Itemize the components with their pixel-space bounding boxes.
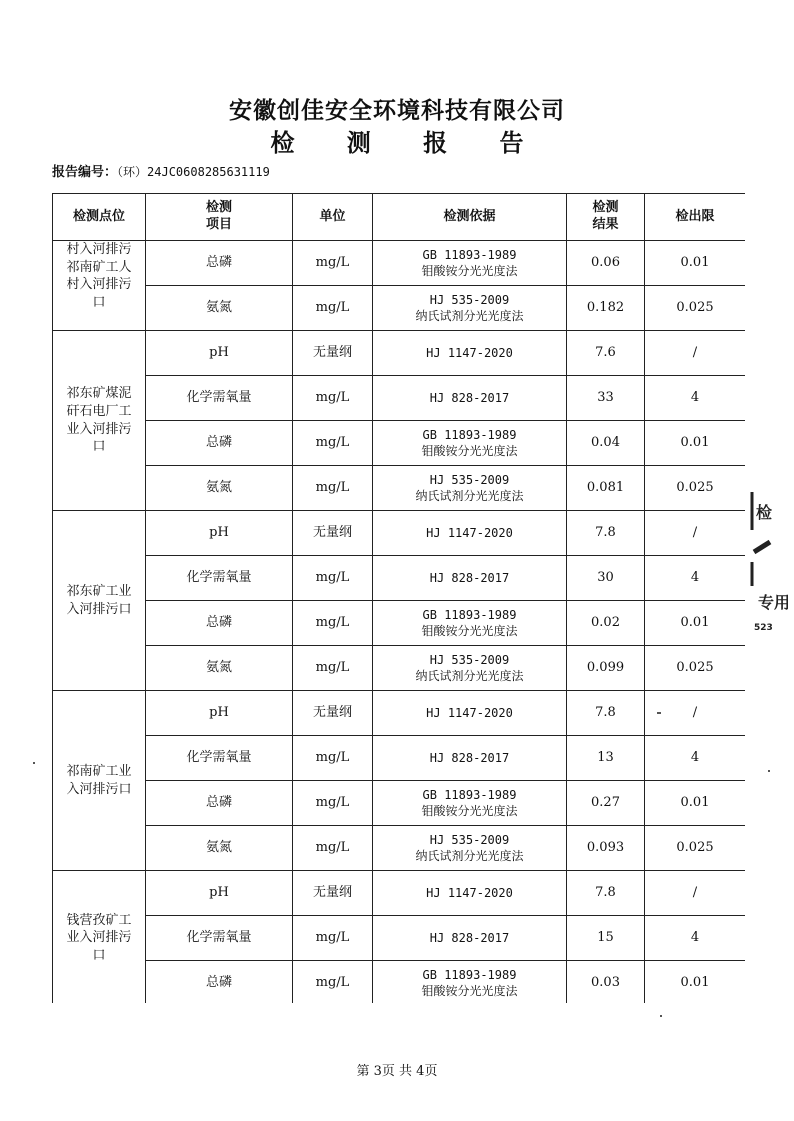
unit-cell: 无量纲 xyxy=(293,511,373,556)
basis-method: 钼酸铵分光光度法 xyxy=(421,444,518,458)
table-row xyxy=(53,601,746,646)
basis-standard-code: GB 11893-1989 xyxy=(422,967,517,982)
location-text: 祁东矿煤泥矸石电厂工业入河排污口 xyxy=(66,386,132,455)
table-row xyxy=(53,691,746,736)
limit-cell: 4 xyxy=(645,736,746,781)
location-cell xyxy=(53,241,146,331)
unit-cell: mg/L xyxy=(293,961,373,1004)
item-cell: 总磷 xyxy=(146,961,293,1004)
header-basis: 检测依据 xyxy=(373,194,567,241)
basis-cell xyxy=(373,286,567,331)
basis-cell xyxy=(373,376,567,421)
basis-method: 纳氏试剂分光光度法 xyxy=(415,849,524,863)
unit-cell: mg/L xyxy=(293,376,373,421)
unit-cell: 无量纲 xyxy=(293,691,373,736)
location-continued-text: 村入河排污 xyxy=(66,242,132,257)
unit-cell: mg/L xyxy=(293,916,373,961)
basis-standard-code: GB 11893-1989 xyxy=(422,607,517,622)
limit-cell: / xyxy=(645,871,746,916)
basis-standard-code: HJ 535-2009 xyxy=(429,292,510,307)
result-cell: 13 xyxy=(567,736,645,781)
basis-method: 钼酸铵分光光度法 xyxy=(421,624,518,638)
limit-cell: / xyxy=(645,691,746,736)
location-text: 祁南矿工人村入河排污口 xyxy=(66,259,132,310)
basis-cell xyxy=(373,871,567,916)
table-body xyxy=(53,241,746,1004)
result-cell: 0.27 xyxy=(567,781,645,826)
item-cell: 氨氮 xyxy=(146,826,293,871)
svg-text:检: 检 xyxy=(756,503,773,522)
limit-cell: 0.025 xyxy=(645,466,746,511)
basis-method: 纳氏试剂分光光度法 xyxy=(415,309,524,323)
svg-text:专用: 专用 xyxy=(758,593,788,612)
report-number xyxy=(52,161,270,180)
result-cell: 7.8 xyxy=(567,511,645,556)
item-cell: pH xyxy=(146,331,293,376)
basis-standard-code: HJ 535-2009 xyxy=(429,832,510,847)
result-cell: 7.8 xyxy=(567,691,645,736)
table-row xyxy=(53,376,746,421)
unit-cell: mg/L xyxy=(293,286,373,331)
table-row xyxy=(53,871,746,916)
scan-speck xyxy=(657,712,661,714)
basis-cell xyxy=(373,556,567,601)
item-cell: 化学需氧量 xyxy=(146,556,293,601)
basis-cell xyxy=(373,466,567,511)
limit-cell: 0.01 xyxy=(645,241,746,286)
unit-cell: mg/L xyxy=(293,466,373,511)
item-cell: 总磷 xyxy=(146,241,293,286)
scan-speck xyxy=(660,1015,662,1017)
limit-cell: 0.025 xyxy=(645,286,746,331)
result-cell: 0.03 xyxy=(567,961,645,1004)
page-number: 第 3页 共 4页 xyxy=(356,1064,438,1079)
basis-standard-code: GB 11893-1989 xyxy=(422,787,517,802)
basis-standard-code: GB 11893-1989 xyxy=(422,247,517,262)
basis-standard-code: HJ 828-2017 xyxy=(429,570,510,585)
location-cell xyxy=(53,691,146,871)
table-row xyxy=(53,511,746,556)
basis-cell xyxy=(373,601,567,646)
result-cell: 0.093 xyxy=(567,826,645,871)
table-row xyxy=(53,241,746,286)
item-cell: 氨氮 xyxy=(146,286,293,331)
table-row xyxy=(53,916,746,961)
report-number-label: 报告编号： xyxy=(52,165,118,180)
limit-cell: 0.01 xyxy=(645,781,746,826)
item-cell: pH xyxy=(146,511,293,556)
seal-stamp xyxy=(748,490,788,640)
item-cell: 化学需氧量 xyxy=(146,916,293,961)
results-table-container xyxy=(52,193,745,1003)
basis-cell xyxy=(373,826,567,871)
table-row xyxy=(53,646,746,691)
unit-cell: mg/L xyxy=(293,826,373,871)
header-result xyxy=(567,194,645,241)
limit-cell: 0.01 xyxy=(645,601,746,646)
unit-cell: mg/L xyxy=(293,241,373,286)
result-cell: 30 xyxy=(567,556,645,601)
basis-cell xyxy=(373,421,567,466)
table-row xyxy=(53,556,746,601)
location-cell xyxy=(53,331,146,511)
table-row xyxy=(53,421,746,466)
table-row xyxy=(53,466,746,511)
basis-standard-code: HJ 828-2017 xyxy=(429,390,510,405)
table-row xyxy=(53,781,746,826)
header-unit: 单位 xyxy=(293,194,373,241)
item-cell: 氨氮 xyxy=(146,646,293,691)
result-cell: 0.081 xyxy=(567,466,645,511)
unit-cell: mg/L xyxy=(293,736,373,781)
location-text: 钱营孜矿工业入河排污口 xyxy=(66,912,132,963)
basis-cell xyxy=(373,241,567,286)
basis-standard-code: HJ 828-2017 xyxy=(429,750,510,765)
table-row xyxy=(53,736,746,781)
limit-cell: 4 xyxy=(645,556,746,601)
header-result-text: 检测结果 xyxy=(592,200,619,232)
unit-cell: mg/L xyxy=(293,781,373,826)
scan-speck xyxy=(33,762,35,764)
result-cell: 0.04 xyxy=(567,421,645,466)
unit-cell: mg/L xyxy=(293,421,373,466)
basis-standard-code: HJ 828-2017 xyxy=(429,930,510,945)
table-row xyxy=(53,961,746,1004)
basis-cell xyxy=(373,916,567,961)
basis-method: 纳氏试剂分光光度法 xyxy=(415,489,524,503)
result-cell: 0.099 xyxy=(567,646,645,691)
basis-standard-code: HJ 1147-2020 xyxy=(426,345,513,360)
limit-cell: / xyxy=(645,511,746,556)
result-cell: 0.02 xyxy=(567,601,645,646)
basis-standard-code: HJ 535-2009 xyxy=(429,652,510,667)
basis-method: 钼酸铵分光光度法 xyxy=(421,984,518,998)
item-cell: 化学需氧量 xyxy=(146,736,293,781)
unit-cell: 无量纲 xyxy=(293,871,373,916)
item-cell: 化学需氧量 xyxy=(146,376,293,421)
unit-cell: mg/L xyxy=(293,646,373,691)
basis-method: 钼酸铵分光光度法 xyxy=(421,804,518,818)
basis-cell xyxy=(373,511,567,556)
location-cell xyxy=(53,871,146,1004)
header-item-text: 检测项目 xyxy=(205,200,232,232)
report-number-value: （环）24JC0608285631119 xyxy=(117,165,270,179)
basis-standard-code: HJ 1147-2020 xyxy=(426,705,513,720)
seal-stamp-graphic xyxy=(748,490,788,640)
basis-cell xyxy=(373,781,567,826)
unit-cell: mg/L xyxy=(293,556,373,601)
basis-cell xyxy=(373,691,567,736)
basis-standard-code: HJ 535-2009 xyxy=(429,472,510,487)
item-cell: 总磷 xyxy=(146,601,293,646)
result-cell: 15 xyxy=(567,916,645,961)
result-cell: 7.6 xyxy=(567,331,645,376)
limit-cell: 0.025 xyxy=(645,826,746,871)
header-item xyxy=(146,194,293,241)
company-name: 安徽创佳安全环境科技有限公司 xyxy=(229,98,565,124)
basis-cell xyxy=(373,961,567,1004)
unit-cell: 无量纲 xyxy=(293,331,373,376)
basis-cell xyxy=(373,646,567,691)
result-cell: 0.06 xyxy=(567,241,645,286)
limit-cell: / xyxy=(645,331,746,376)
header-location: 检测点位 xyxy=(53,194,146,241)
basis-cell xyxy=(373,331,567,376)
basis-standard-code: GB 11893-1989 xyxy=(422,427,517,442)
results-table xyxy=(52,193,745,1003)
item-cell: pH xyxy=(146,871,293,916)
item-cell: 总磷 xyxy=(146,421,293,466)
unit-cell: mg/L xyxy=(293,601,373,646)
basis-standard-code: HJ 1147-2020 xyxy=(426,885,513,900)
limit-cell: 0.025 xyxy=(645,646,746,691)
table-row xyxy=(53,826,746,871)
basis-cell xyxy=(373,736,567,781)
limit-cell: 0.01 xyxy=(645,421,746,466)
result-cell: 7.8 xyxy=(567,871,645,916)
item-cell: 氨氮 xyxy=(146,466,293,511)
limit-cell: 4 xyxy=(645,916,746,961)
basis-method: 钼酸铵分光光度法 xyxy=(421,264,518,278)
basis-standard-code: HJ 1147-2020 xyxy=(426,525,513,540)
table-row xyxy=(53,331,746,376)
limit-cell: 0.01 xyxy=(645,961,746,1004)
result-cell: 33 xyxy=(567,376,645,421)
header-limit: 检出限 xyxy=(645,194,746,241)
location-text: 祁东矿工业入河排污口 xyxy=(66,583,132,617)
limit-cell: 4 xyxy=(645,376,746,421)
location-text: 祁南矿工业入河排污口 xyxy=(66,763,132,797)
svg-text:523: 523 xyxy=(754,623,773,633)
table-header-row xyxy=(53,194,746,241)
scan-speck xyxy=(768,770,770,772)
table-row xyxy=(53,286,746,331)
item-cell: pH xyxy=(146,691,293,736)
result-cell: 0.182 xyxy=(567,286,645,331)
basis-method: 纳氏试剂分光光度法 xyxy=(415,669,524,683)
item-cell: 总磷 xyxy=(146,781,293,826)
location-cell xyxy=(53,511,146,691)
report-title: 检 测 报 告 xyxy=(270,129,546,157)
